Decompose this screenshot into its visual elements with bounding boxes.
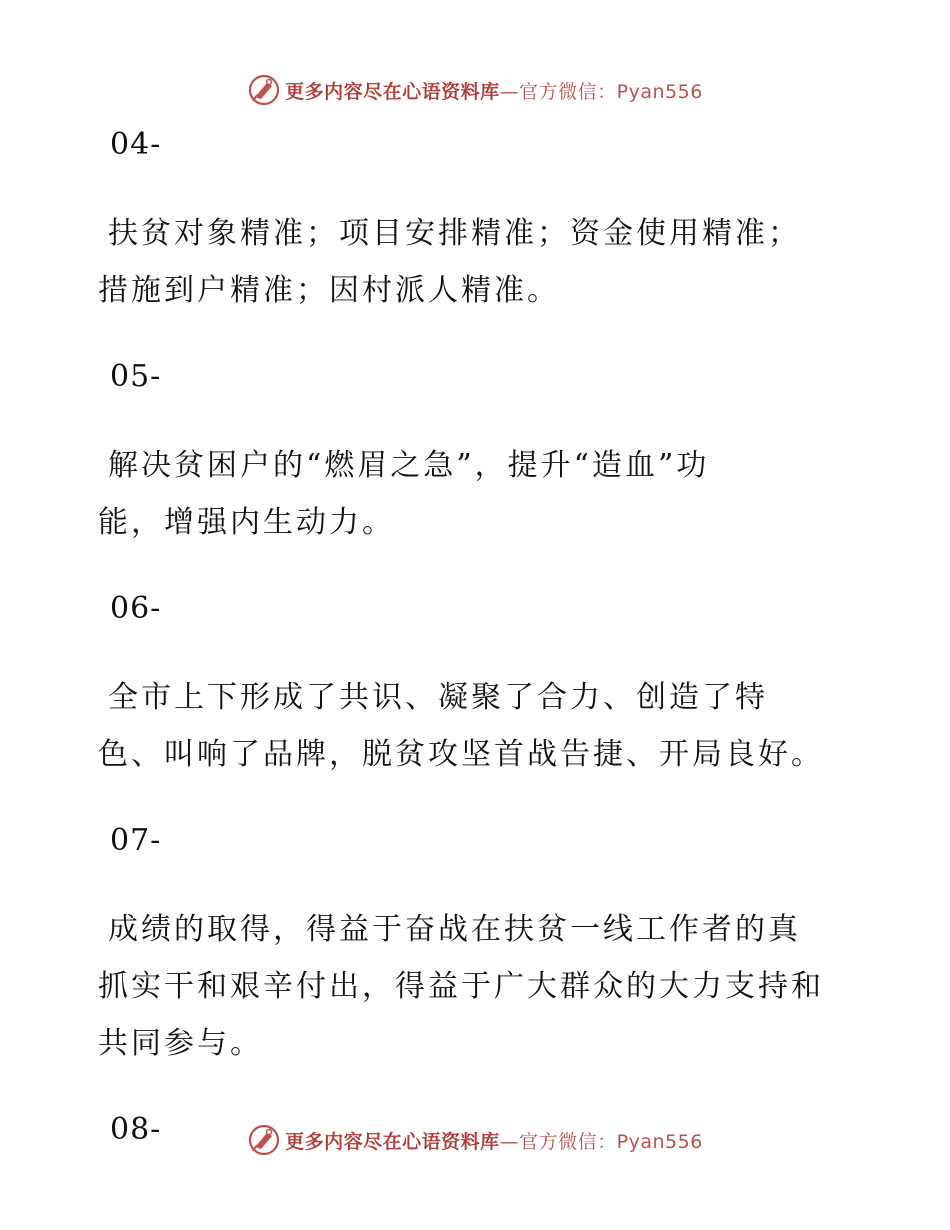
section-number: 07- [110,823,162,858]
section-number: 04- [110,127,162,162]
footer-watermark [0,1120,950,1160]
paragraph-line: 色、叫响了品牌，脱贫攻坚首战告捷、开局良好。 [98,737,824,772]
pen-nib-logo-icon [247,1123,281,1157]
paragraph-line: 扶贫对象精准；项目安排精准；资金使用精准； [108,216,801,251]
paragraph-line: 全市上下形成了共识、凝聚了合力、创造了特 [108,680,768,715]
paragraph-line: 能，增强内生动力。 [98,505,395,540]
footer-watermark-text [285,1127,703,1154]
paragraph-line: 解决贫困户的“燃眉之急”，提升“造血”功 [108,448,710,483]
header-watermark [0,70,950,110]
section-number: 05- [110,359,162,394]
pen-nib-logo-icon [247,73,281,107]
paragraph-line: 成绩的取得，得益于奋战在扶贫一线工作者的真 [108,912,801,947]
wechat-id: 官方微信：Pyan556 [519,1130,703,1153]
section-number: 06- [110,591,162,626]
separator-dash: — [499,80,520,103]
paragraph-line: 措施到户精准；因村派人精准。 [98,273,560,308]
wechat-id: 官方微信：Pyan556 [519,80,703,103]
section-number: 08- [110,1112,162,1147]
document-body [98,120,868,1155]
separator-dash: — [499,1130,520,1153]
paragraph-line: 抓实干和艰辛付出，得益于广大群众的大力支持和 [98,969,824,1004]
site-name: 更多内容尽在心语资料库 [285,80,500,103]
paragraph-line: 共同参与。 [98,1026,263,1061]
site-name: 更多内容尽在心语资料库 [285,1130,500,1153]
header-watermark-text [285,77,703,104]
